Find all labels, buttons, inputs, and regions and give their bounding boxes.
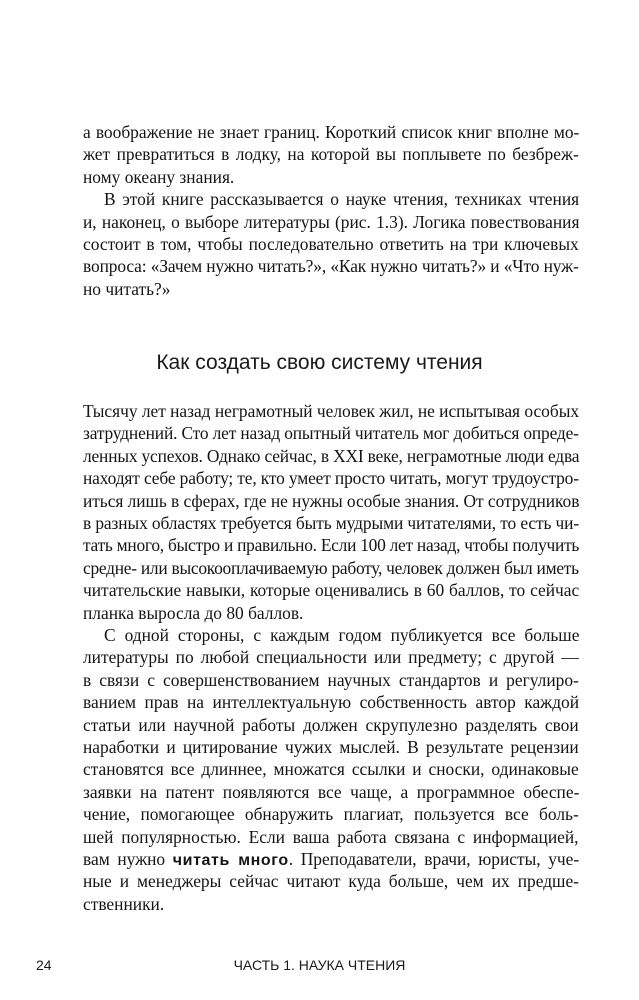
text-line: чение, помогающее обнаружить плагиат, пользуется все боль-	[83, 804, 579, 825]
text-line: в связи с совершенствованием научных стандартов и регулиро-	[83, 669, 579, 690]
section-heading: Как создать свою систему чтения	[156, 351, 483, 374]
text-line: литературы по любой специальности или предмету; с другой —	[83, 647, 579, 668]
text-line: находят себе работу; те, кто умеет просто читать, могут трудоустро-	[83, 468, 579, 489]
text-run: . Преподаватели, врачи, юристы, уче-	[288, 849, 580, 869]
text-line: ному океану знания.	[83, 166, 235, 187]
text-line: тать много, быстро и правильно. Если 100 лет назад, чтобы получить	[83, 535, 580, 556]
running-title: ЧАСТЬ 1. НАУКА ЧТЕНИЯ	[233, 957, 406, 973]
text-line	[83, 848, 579, 870]
text-line: в разных областях требуется быть мудрыми читателями, то есть чи-	[83, 513, 580, 533]
text-line: жет превратиться в лодку, на которой вы поплывете по безбреж-	[83, 144, 579, 165]
text-line: средне- или высокооплачиваемую работу, человек должен был иметь	[83, 557, 579, 578]
text-line: статьи или научной работы должен скрупулезно разделять свои	[83, 714, 579, 735]
text-line: планка выросла до 80 баллов.	[83, 602, 304, 623]
text-line: ственники.	[83, 893, 165, 914]
text-run: вам нужно	[83, 849, 173, 869]
text-line: С одной стороны, с каждым годом публикуется все больше	[104, 625, 580, 645]
text-line: наработки и цитирование чужих мыслей. В результате рецензии	[83, 737, 579, 757]
text-line: ные и менеджеры сейчас читают куда больше, чем их предше-	[83, 871, 579, 892]
text-line: иться лишь в сферах, где не нужны особые знания. От сотрудников	[83, 490, 580, 511]
emphasis-text: читать много	[172, 852, 289, 869]
text-line: состоит в том, чтобы последовательно ответить на три ключевых	[83, 234, 579, 254]
text-line: но читать?»	[83, 278, 171, 299]
page-number: 24	[36, 957, 52, 973]
text-line: заявки на патент появляются все чаще, а программное обеспе-	[83, 781, 580, 802]
text-line: становятся все длиннее, множатся ссылки и сноски, одинаковые	[83, 759, 579, 780]
text-line: В этой книге рассказывается о науке чтения, техниках чтения	[104, 189, 580, 210]
text-line: а воображение не знает границ. Короткий список книг вполне мо-	[83, 122, 580, 142]
text-line: затруднений. Сто лет назад опытный читатель мог добиться опреде-	[83, 423, 579, 444]
text-line: вопроса: «Зачем нужно читать?», «Как нужно читать?» и «Что нуж-	[83, 256, 579, 277]
text-line: ленных успехов. Однако сейчас, в XXI веке, неграмотные люди едва	[83, 445, 580, 466]
text-line: ванием прав на интеллектуальную собственность автор каждой	[83, 692, 580, 713]
text-line: и, наконец, о выборе литературы (рис. 1.3). Логика повествования	[83, 211, 580, 232]
text-line: шей популярностью. Если ваша работа связана с информацией,	[83, 826, 579, 847]
text-line: читательские навыки, которые оценивались в 60 баллов, то сейчас	[83, 580, 580, 601]
text-line: Тысячу лет назад неграмотный человек жил, не испытывая особых	[83, 401, 580, 421]
